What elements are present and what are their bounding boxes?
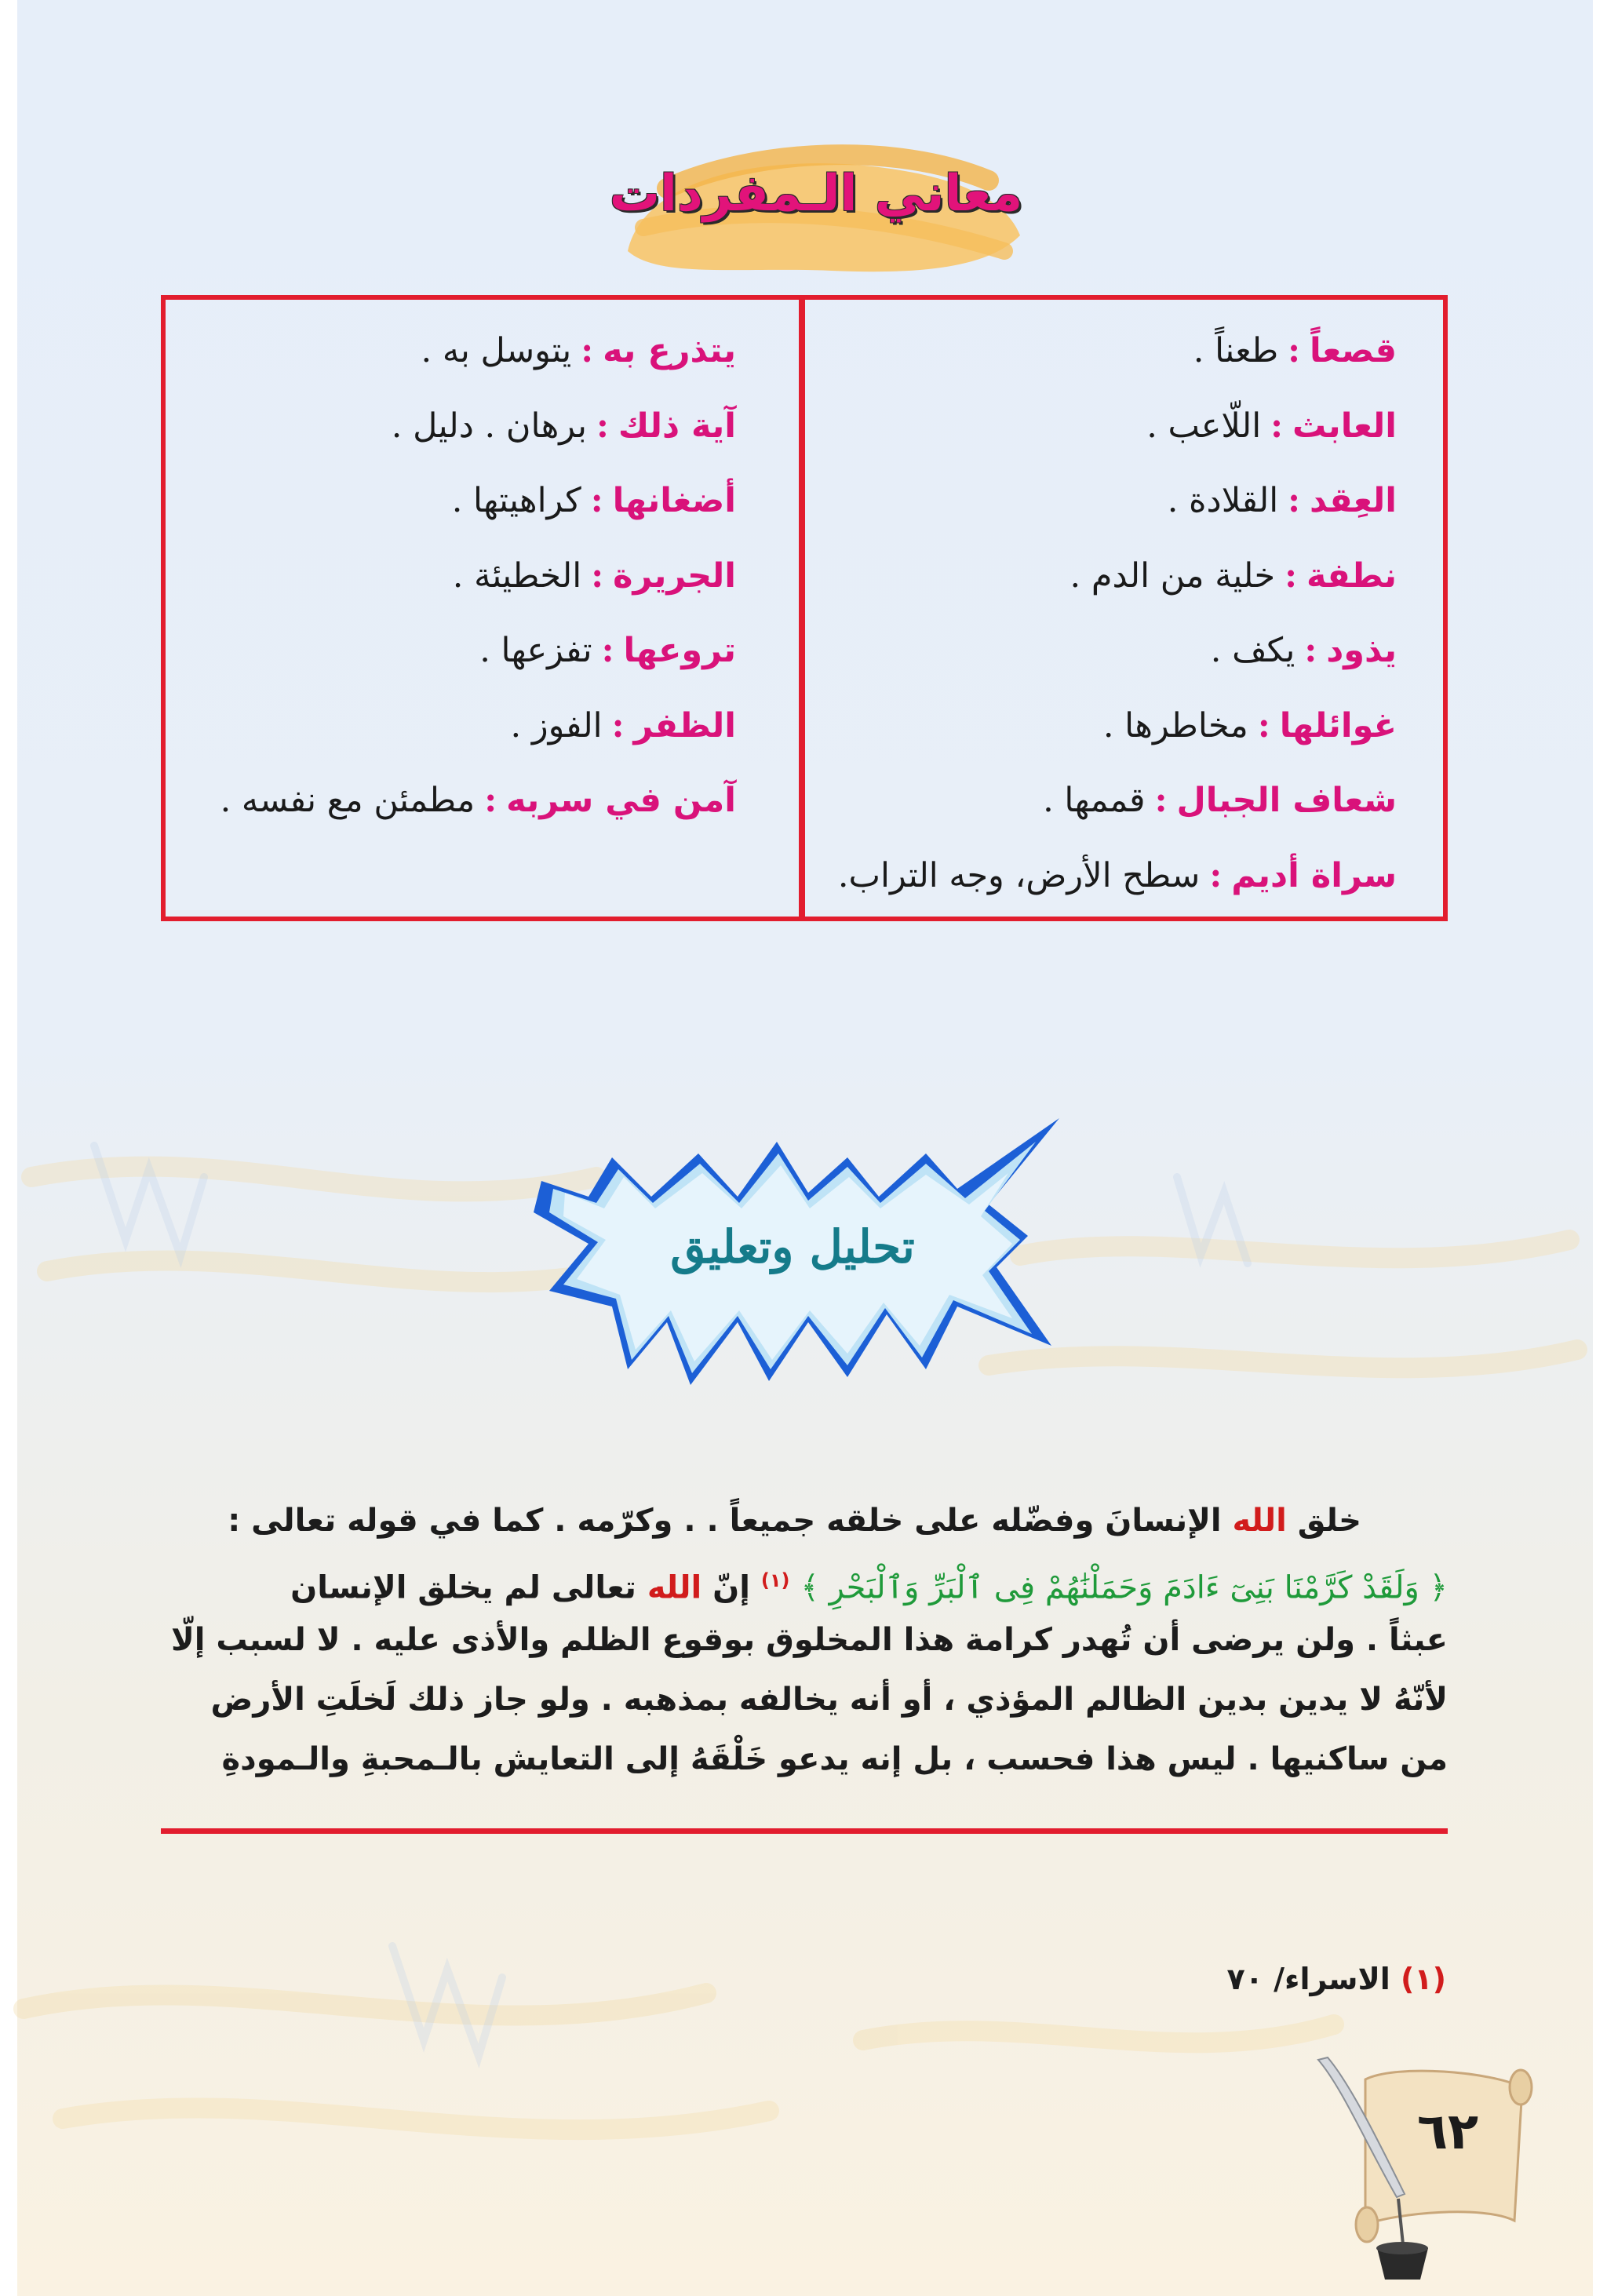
vocab-term: نطفة bbox=[1306, 556, 1397, 596]
section-badge bbox=[518, 1110, 1067, 1409]
vocab-row bbox=[171, 614, 736, 689]
vocab-term: سراة أديم bbox=[1231, 855, 1397, 895]
vocab-separator: : bbox=[1285, 556, 1297, 596]
text-span: خلق bbox=[1286, 1503, 1361, 1539]
page-right-edge bbox=[1593, 0, 1607, 2296]
vocab-separator: : bbox=[1154, 781, 1168, 820]
vocab-row bbox=[824, 314, 1397, 389]
vocab-term: الجريرة bbox=[613, 556, 736, 596]
vocab-row bbox=[824, 764, 1397, 839]
paragraph-line: لأنّهُ لا يدين بدين الظالم المؤذي ، أو أنه يخالفه بمذهبه . ولو جاز ذلك لَخلَتِ الأرض bbox=[210, 1682, 1448, 1718]
vocab-row bbox=[824, 839, 1397, 914]
vocab-meaning: طعناً . bbox=[1193, 331, 1279, 370]
text-span: إنّ bbox=[701, 1569, 761, 1606]
paragraph-line: من ساكنيها . ليس هذا فحسب ، بل إنه يدعو خَلْقَهُ إلى التعايش بالـمحبةِ والـمودةِ bbox=[221, 1741, 1448, 1777]
vocab-meaning: مطمئن مع نفسه . bbox=[220, 781, 476, 820]
text-span: الإنسانَ وفضّله على خلقه جميعاً . . وكرّمه . كما في قوله تعالى : bbox=[228, 1503, 1233, 1539]
vocab-meaning: يكف . bbox=[1210, 631, 1295, 670]
paragraph-line: عبثاً . ولن يرضى أن تُهدر كرامة هذا المخلوق بوقوع الظلم والأذى عليه . لا لسبب إلّا bbox=[170, 1622, 1448, 1658]
vocab-meaning: يتوسل به . bbox=[421, 331, 572, 370]
vocab-separator: : bbox=[1209, 855, 1223, 895]
paragraph-line bbox=[161, 1551, 1448, 1610]
vocab-meaning: القلادة . bbox=[1167, 481, 1279, 520]
vocab-term: شعاف الجبال bbox=[1176, 781, 1397, 820]
text-span: تعالى لم يخلق الإنسان bbox=[290, 1569, 647, 1606]
vocab-separator: : bbox=[601, 631, 614, 670]
vocab-separator: : bbox=[581, 331, 594, 370]
vocab-meaning: الخطيئة . bbox=[452, 556, 582, 596]
vocab-row bbox=[171, 539, 736, 614]
vocab-row bbox=[171, 314, 736, 389]
vocab-meaning: كراهيتها . bbox=[451, 481, 581, 520]
vocab-term: أضغانها bbox=[612, 481, 736, 520]
vocab-term: الظفر bbox=[633, 705, 736, 745]
vocab-meaning: قممها . bbox=[1043, 781, 1146, 820]
vocab-term: العابث bbox=[1292, 406, 1397, 446]
footnote-text: الاسراء/ ٧٠ bbox=[1226, 1962, 1401, 1996]
vocab-row bbox=[824, 689, 1397, 764]
footnote bbox=[1227, 1962, 1446, 1996]
vocab-term: غوائلها bbox=[1279, 705, 1397, 745]
vocab-term: يذود bbox=[1326, 631, 1397, 670]
vocab-meaning: الفوز . bbox=[510, 705, 603, 745]
vocab-term: العِقد bbox=[1310, 481, 1397, 520]
vocab-row bbox=[824, 464, 1397, 539]
page-title: معاني الـمفردات bbox=[609, 165, 1023, 223]
vocab-meaning: برهان . دليل . bbox=[391, 406, 587, 446]
page-left-edge bbox=[0, 0, 17, 2296]
vocab-row bbox=[171, 389, 736, 465]
vocab-term: تروعها bbox=[623, 631, 736, 670]
quran-verse: ﴿ وَلَقَدْ كَرَّمْنَا بَنِىٓ ءَادَمَ وَحَمَلْنَٰهُمْ فِى ٱلْبَرِّ وَٱلْبَحْرِ ﴾ bbox=[800, 1569, 1448, 1606]
vocab-term: يتذرع به bbox=[603, 331, 736, 370]
divine-name: الله bbox=[1232, 1503, 1287, 1539]
footnote-number: (١) bbox=[1401, 1962, 1446, 1996]
vocab-separator: : bbox=[1288, 331, 1301, 370]
vocab-term: آية ذلك bbox=[618, 406, 736, 446]
vocab-separator: : bbox=[590, 481, 603, 520]
vocabulary-column-left bbox=[171, 314, 736, 839]
vocab-row bbox=[171, 464, 736, 539]
vocab-separator: : bbox=[591, 556, 604, 596]
vocab-term: آمن في سربه bbox=[506, 781, 736, 820]
vocab-separator: : bbox=[596, 406, 609, 446]
vocab-meaning: سطح الأرض، وجه التراب. bbox=[837, 855, 1201, 895]
page-number: ٦٢ bbox=[1416, 2103, 1479, 2161]
divine-name: الله bbox=[647, 1569, 702, 1606]
footnote-divider bbox=[161, 1828, 1448, 1834]
vocab-row bbox=[171, 764, 736, 839]
vocab-separator: : bbox=[1288, 481, 1301, 520]
vocab-separator: : bbox=[1270, 406, 1284, 446]
vocabulary-column-right bbox=[824, 314, 1397, 913]
scroll-quill-icon bbox=[1310, 2056, 1546, 2291]
vocab-meaning: اللّاعب . bbox=[1146, 406, 1262, 446]
vocab-row bbox=[824, 539, 1397, 614]
vocab-meaning: خلية من الدم . bbox=[1070, 556, 1276, 596]
section-badge-label: تحليل وتعليق bbox=[670, 1220, 915, 1274]
vocab-separator: : bbox=[484, 781, 497, 820]
paragraph-line bbox=[161, 1491, 1448, 1551]
vocab-separator: : bbox=[611, 705, 625, 745]
vocab-separator: : bbox=[1257, 705, 1270, 745]
page-number-ornament bbox=[1310, 2056, 1546, 2291]
vocab-term: قصعاً bbox=[1310, 331, 1397, 370]
analysis-paragraph bbox=[161, 1491, 1448, 1789]
vocabulary-title bbox=[596, 133, 1036, 290]
vocab-row bbox=[824, 389, 1397, 465]
vocab-separator: : bbox=[1304, 631, 1317, 670]
vocab-meaning: مخاطرها . bbox=[1102, 705, 1248, 745]
vocab-row bbox=[171, 689, 736, 764]
vocab-meaning: تفزعها . bbox=[479, 631, 592, 670]
vocab-row bbox=[824, 614, 1397, 689]
footnote-marker: (١) bbox=[760, 1569, 790, 1591]
vocabulary-table-divider bbox=[799, 295, 805, 921]
